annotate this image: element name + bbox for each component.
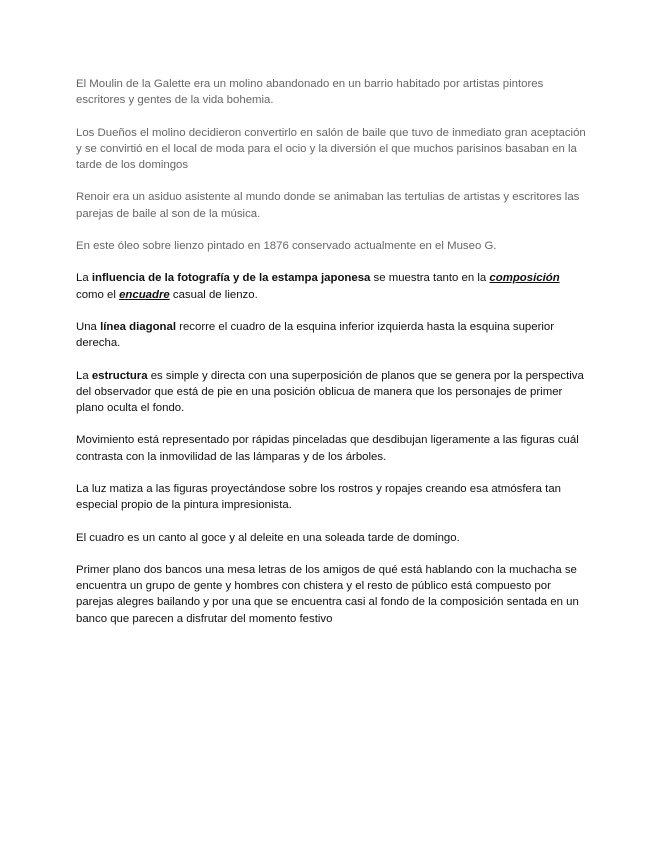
paragraph-primer-plano: Primer plano dos bancos una mesa letras de los amigos de qué está hablando con la muchacha se encuentra un grupo de gente y hombres con chistera y el resto de público está compuesto por parejas alegres bailando y por una que se encuentra casi al fondo de la composición sentada en un banco que parecen a disfrutar del momento festivo <box>76 563 579 625</box>
paragraph-cuadro: El cuadro es un canto al goce y al deleite en una soleada tarde de domingo. <box>76 531 460 544</box>
text-run: La <box>76 272 92 285</box>
paragraph-luz: La luz matiza a las figuras proyectándose sobre los rostros y ropajes creando esa atmósfera tan especial propio de la pintura impresionista. <box>76 482 561 512</box>
paragraph-duenos: Los Dueños el molino decidieron convertirlo en salón de baile que tuvo de inmediato gran aceptación y se convirtió en el local de moda para el ocio y la diversión el que muchos parisinos basaban en la tarde de los domingos <box>76 126 586 171</box>
paragraph-estructura <box>76 368 586 417</box>
text-run: Una <box>76 320 101 333</box>
paragraph-influencia <box>76 270 586 302</box>
text-run: es simple y directa con una superposición de planos que se genera por la perspectiva del observador que está de pie en una posición oblicua de manera que los personajes de primer plano oculta el fondo. <box>76 369 584 414</box>
paragraph-moulin: El Moulin de la Galette era un molino abandonado en un barrio habitado por artistas pintores escritores y gentes de la vida bohemia. <box>76 78 544 107</box>
paragraph-movimiento: Movimiento está representado por rápidas pinceladas que desdibujan ligeramente a las figuras cuál contrasta con la inmovilidad de las lámparas y de los árboles. <box>76 434 579 463</box>
paragraph-linea-diagonal <box>76 319 586 351</box>
text-run: recorre el cuadro de la esquina inferior izquierda hasta la esquina superior derecha. <box>76 320 555 350</box>
text-run: casual de lienzo. <box>169 288 258 301</box>
text-run: se muestra tanto en la <box>370 272 490 285</box>
text-run: La <box>76 369 92 382</box>
paragraph-oleo: En este óleo sobre lienzo pintado en 1876 conservado actualmente en el Museo G. <box>76 239 497 252</box>
document-body <box>76 76 586 643</box>
text-run: como el <box>76 288 120 301</box>
emphasis-composicion: composición <box>489 272 560 285</box>
bold-estructura: estructura <box>91 369 148 382</box>
paragraph-renoir: Renoir era un asiduo asistente al mundo donde se animaban las tertulias de artistas y escritores las parejas de baile al son de la música. <box>76 191 580 220</box>
bold-linea-diagonal: línea diagonal <box>100 320 177 333</box>
bold-influencia: influencia de la fotografía y de la estampa japonesa <box>91 272 371 285</box>
emphasis-encuadre: encuadre <box>119 288 170 301</box>
